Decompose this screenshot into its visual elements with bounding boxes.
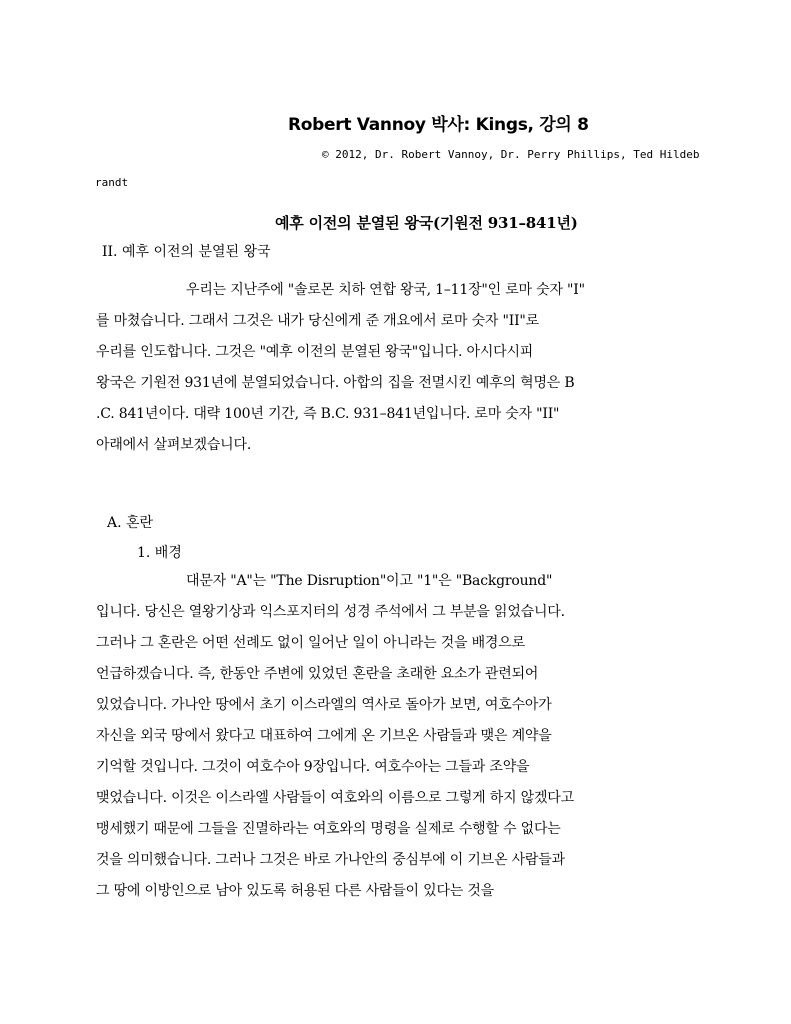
text-line: 맹세했기 때문에 그들을 진멸하라는 여호와의 명령을 실제로 수행할 수 없다는	[96, 821, 561, 837]
copyright-line-continued: randt	[95, 176, 129, 189]
text-line: 그 땅에 이방인으로 남아 있도록 허용된 다른 사람들이 있다는 것을	[96, 883, 494, 899]
text-line: 자신을 외국 땅에서 왔다고 대표하여 그에게 온 기브온 사람들과 맺은 계약을	[96, 728, 552, 744]
text-line: 왕국은 기원전 931년에 분열되었습니다. 아합의 집을 전멸시킨 예후의 혁명은 B	[96, 375, 575, 391]
text-line: 있었습니다. 가나안 땅에서 초기 이스라엘의 역사로 돌아가 보면, 여호수아가	[96, 697, 552, 713]
text-line: 맺었습니다. 이것은 이스라엘 사람들이 여호와의 이름으로 그렇게 하지 않겠다고	[96, 790, 574, 806]
copyright-line: © 2012, Dr. Robert Vannoy, Dr. Perry Phillips, Ted Hildeb	[322, 148, 700, 161]
text-line: 언급하겠습니다. 즉, 한동안 주변에 있었던 혼란을 초래한 요소가 관련되어	[96, 666, 539, 682]
text-line: 입니다. 당신은 열왕기상과 익스포지터의 성경 주석에서 그 부분을 읽었습니다.	[96, 604, 565, 620]
section-heading: 예후 이전의 분열된 왕국(기원전 931–841년)	[275, 214, 578, 232]
text-line: .C. 841년이다. 대략 100년 기간, 즉 B.C. 931–841년입니다. 로마 숫자 "II"	[96, 406, 560, 422]
text-line: 그러나 그 혼란은 어떤 선례도 없이 일어난 일이 아니라는 것을 배경으로	[96, 635, 525, 651]
outline-heading-a: A. 혼란	[107, 515, 154, 531]
text-line: 기억할 것입니다. 그것이 여호수아 9장입니다. 여호수아는 그들과 조약을	[96, 759, 530, 775]
outline-heading-1: 1. 배경	[137, 545, 182, 561]
text-line: 아래에서 살펴보겠습니다.	[96, 437, 252, 453]
document-title: Robert Vannoy 박사: Kings, 강의 8	[288, 115, 589, 135]
text-line: 를 마쳤습니다. 그래서 그것은 내가 당신에게 준 개요에서 로마 숫자 "II"로	[96, 313, 539, 329]
text-line: 우리는 지난주에 "솔로몬 치하 연합 왕국, 1–11장"인 로마 숫자 "I"	[186, 282, 585, 298]
text-line: 대문자 "A"는 "The Disruption"이고 "1"은 "Background"	[186, 573, 553, 589]
text-line: 것을 의미했습니다. 그러나 그것은 바로 가나안의 중심부에 이 기브온 사람들과	[96, 852, 565, 868]
outline-heading-roman-ii: II. 예후 이전의 분열된 왕국	[102, 244, 271, 260]
text-line: 우리를 인도합니다. 그것은 "예후 이전의 분열된 왕국"입니다. 아시다시피	[96, 344, 534, 360]
